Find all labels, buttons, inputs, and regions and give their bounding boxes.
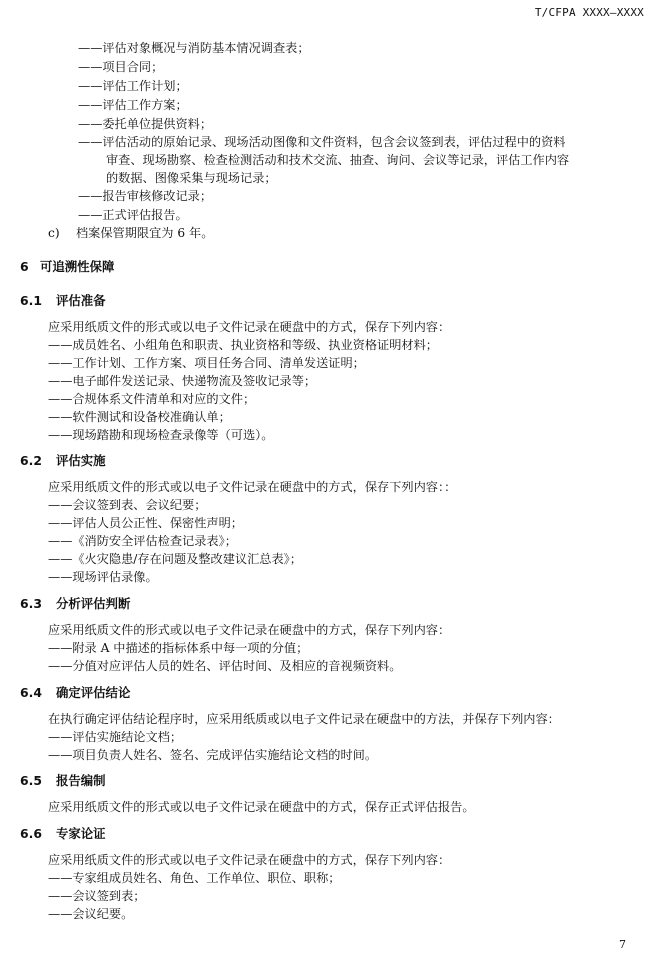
section-heading-6-5 bbox=[20, 772, 106, 790]
section-heading-6-6 bbox=[20, 825, 106, 843]
section-title: 评估准备 bbox=[56, 293, 106, 308]
list-item: ——软件测试和设备校准确认单； bbox=[48, 410, 231, 424]
list-item: ——项目负责人姓名、签名、完成评估实施结论文档的时间。 bbox=[48, 748, 378, 762]
list-item: ——评估人员公正性、保密性声明； bbox=[48, 516, 243, 530]
list-item: ——项目合同； bbox=[78, 60, 164, 74]
list-item: ——报告审核修改记录； bbox=[78, 189, 213, 203]
list-item: ——分值对应评估人员的姓名、评估时间、及相应的音视频资料。 bbox=[48, 659, 402, 673]
section-number: 6.2 bbox=[20, 453, 42, 468]
section-title: 报告编制 bbox=[56, 773, 106, 788]
paragraph: 应采用纸质文件的形式或以电子文件记录在硬盘中的方式，保存下列内容：： bbox=[48, 480, 457, 494]
list-item: ——评估对象概况与消防基本情况调查表； bbox=[78, 41, 310, 55]
list-item: ——合规体系文件清单和对应的文件； bbox=[48, 392, 256, 406]
list-item: ——工作计划、工作方案、项目任务合同、清单发送证明； bbox=[48, 356, 365, 370]
section-title: 可追溯性保障 bbox=[40, 259, 115, 274]
list-item: ——会议签到表； bbox=[48, 889, 146, 903]
list-item: ——评估工作方案； bbox=[78, 98, 188, 112]
list-item: ——评估工作计划； bbox=[78, 79, 188, 93]
section-heading-6-2 bbox=[20, 452, 106, 470]
list-item: ——专家组成员姓名、角色、工作单位、职位、职称； bbox=[48, 871, 341, 885]
list-item-c bbox=[48, 224, 213, 242]
list-item: ——电子邮件发送记录、快递物流及签收记录等； bbox=[48, 374, 317, 388]
section-number: 6.6 bbox=[20, 826, 42, 841]
section-number: 6.5 bbox=[20, 773, 42, 788]
list-item-text: 档案保管期限宜为 6 年。 bbox=[76, 226, 214, 240]
paragraph: 在执行确定评估结论程序时，应采用纸质或以电子文件记录在硬盘中的方法，并保存下列内容： bbox=[48, 712, 560, 726]
list-item: ——附录 A 中描述的指标体系中每一项的分值； bbox=[48, 641, 309, 655]
list-item: ——现场评估录像。 bbox=[48, 570, 158, 584]
list-item-label: c) bbox=[48, 226, 60, 240]
section-title: 专家论证 bbox=[56, 826, 106, 841]
section-title: 分析评估判断 bbox=[56, 596, 131, 611]
paragraph: 应采用纸质文件的形式或以电子文件记录在硬盘中的方式，保存正式评估报告。 bbox=[48, 800, 475, 814]
list-item: ——委托单位提供资料； bbox=[78, 117, 213, 131]
section-heading-6-1 bbox=[20, 292, 106, 310]
page-number: 7 bbox=[619, 938, 626, 951]
list-item: ——评估活动的原始记录、现场活动图像和文件资料，包含会议签到表，评估过程中的资料 bbox=[78, 135, 566, 149]
section-heading-6-4 bbox=[20, 684, 130, 702]
section-title: 评估实施 bbox=[56, 453, 106, 468]
list-item: ——现场踏勘和现场检查录像等（可选）。 bbox=[48, 428, 274, 442]
list-item: ——正式评估报告。 bbox=[78, 208, 188, 222]
list-item: ——评估实施结论文档； bbox=[48, 730, 183, 744]
paragraph: 应采用纸质文件的形式或以电子文件记录在硬盘中的方式，保存下列内容： bbox=[48, 853, 451, 867]
section-number: 6.1 bbox=[20, 293, 42, 308]
list-item-continuation: 的数据、图像采集与现场记录； bbox=[106, 171, 277, 185]
section-number: 6 bbox=[20, 259, 29, 274]
document-code-header: T/CFPA XXXX—XXXX bbox=[534, 6, 644, 19]
section-number: 6.3 bbox=[20, 596, 42, 611]
section-title: 确定评估结论 bbox=[56, 685, 131, 700]
section-heading-6-3 bbox=[20, 595, 130, 613]
section-number: 6.4 bbox=[20, 685, 42, 700]
list-item: ——《消防安全评估检查记录表》； bbox=[48, 534, 237, 548]
list-item-continuation: 审查、现场勘察、检查检测活动和技术交流、抽查、询问、会议等记录，评估工作内容 bbox=[106, 153, 570, 167]
list-item: ——《火灾隐患/存在问题及整改建议汇总表》； bbox=[48, 552, 302, 566]
paragraph: 应采用纸质文件的形式或以电子文件记录在硬盘中的方式，保存下列内容： bbox=[48, 623, 451, 637]
section-heading-6 bbox=[20, 258, 114, 276]
list-item: ——成员姓名、小组角色和职责、执业资格和等级、执业资格证明材料； bbox=[48, 338, 438, 352]
list-item: ——会议签到表、会议纪要； bbox=[48, 498, 207, 512]
list-item: ——会议纪要。 bbox=[48, 907, 134, 921]
paragraph: 应采用纸质文件的形式或以电子文件记录在硬盘中的方式，保存下列内容： bbox=[48, 320, 451, 334]
